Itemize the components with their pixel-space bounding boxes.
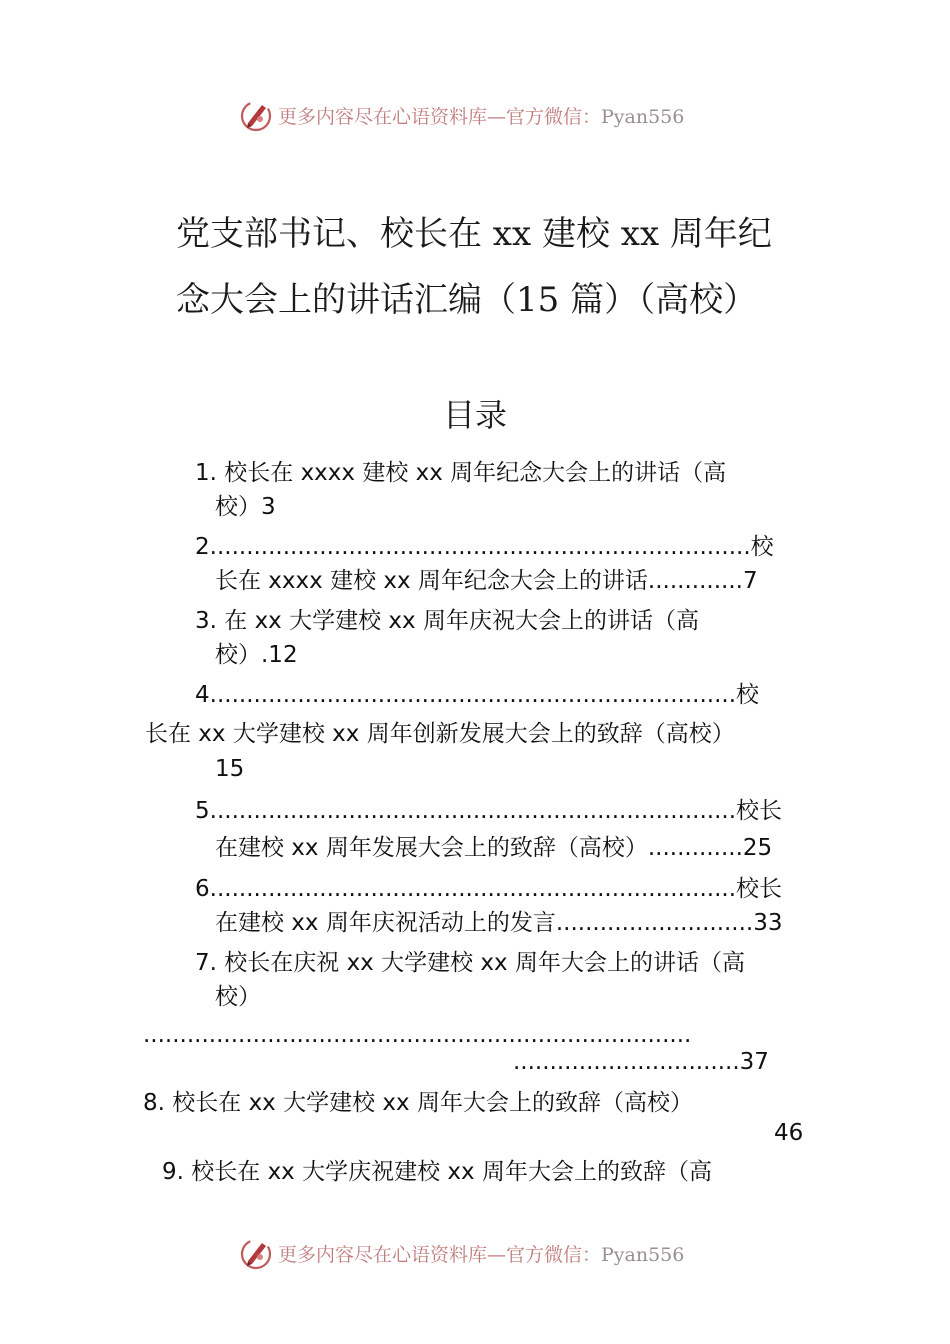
watermark-banner-bottom [238, 1233, 684, 1273]
toc-entry-4: 4........................................................................校 [195, 682, 760, 708]
toc-entry-2: 2..........................................................................校 [195, 534, 774, 560]
pen-logo-icon [238, 1235, 274, 1271]
document-title-line-1: 党支部书记、校长在 xx 建校 xx 周年纪 [176, 214, 772, 254]
toc-entry-7-leader: ........................................................................... [143, 1022, 692, 1048]
watermark-wechat-id: Pyan556 [601, 105, 685, 128]
toc-entry-6: 6........................................................................校长 [195, 876, 783, 902]
pen-logo-icon [238, 97, 274, 133]
watermark-text: 更多内容尽在心语资料库—官方微信： [278, 1243, 602, 1266]
watermark-text: 更多内容尽在心语资料库—官方微信： [278, 105, 602, 128]
toc-entry-4-cont: 长在 xx 大学建校 xx 周年创新发展大会上的致辞（高校） [145, 721, 735, 747]
watermark-wechat-id: Pyan556 [601, 1243, 685, 1266]
document-title-line-2: 念大会上的讲话汇编（15 篇）（高校） [176, 280, 758, 320]
toc-entry-4-page: 15 [215, 756, 245, 782]
toc-entry-8-page: 46 [774, 1120, 804, 1146]
toc-entry-3-cont: 校）.12 [215, 642, 298, 668]
toc-entry-7-cont: 校） [215, 984, 261, 1010]
toc-entry-6-cont: 在建校 xx 周年庆祝活动上的发言...........................33 [215, 910, 783, 936]
toc-entry-8: 8. 校长在 xx 大学建校 xx 周年大会上的致辞（高校） [143, 1090, 693, 1116]
toc-entry-7: 7. 校长在庆祝 xx 大学建校 xx 周年大会上的讲话（高 [195, 950, 745, 976]
toc-entry-3: 3. 在 xx 大学建校 xx 周年庆祝大会上的讲话（高 [195, 608, 699, 634]
watermark-banner-top [238, 95, 684, 135]
toc-entry-5-cont: 在建校 xx 周年发展大会上的致辞（高校）.............25 [215, 835, 773, 861]
toc-entry-2-cont: 长在 xxxx 建校 xx 周年纪念大会上的讲话.............7 [215, 568, 758, 594]
toc-entry-1-cont: 校）3 [215, 494, 276, 520]
toc-entry-9: 9. 校长在 xx 大学庆祝建校 xx 周年大会上的致辞（高 [162, 1159, 712, 1185]
toc-entry-1: 1. 校长在 xxxx 建校 xx 周年纪念大会上的讲话（高 [195, 460, 727, 486]
toc-entry-7-page: ...............................37 [513, 1049, 769, 1075]
toc-heading: 目录 [442, 396, 507, 434]
toc-entry-5: 5........................................................................校长 [195, 798, 783, 824]
